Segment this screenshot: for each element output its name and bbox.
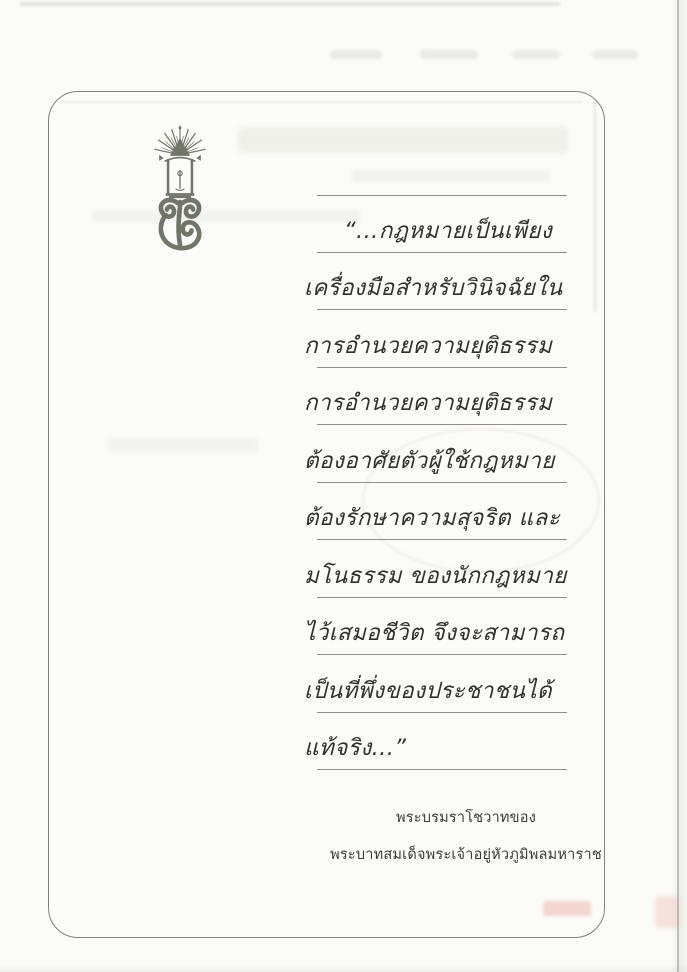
quote-line-text: ไว้เสมอชีวิต จึงจะสามารถ [304, 620, 565, 646]
scan-page-edge-line [677, 0, 679, 972]
bleedthrough-artifact [330, 50, 382, 59]
quote-line-row [300, 310, 576, 368]
quote-line-row [300, 425, 576, 483]
quote-block [300, 195, 576, 770]
page-number-bleedthrough [655, 896, 679, 928]
scan-edge-streak [20, 2, 560, 6]
page-number-bleedthrough [543, 901, 591, 916]
quote-line-text: เป็นที่พึ่งของประชาชนได้ [304, 677, 553, 704]
scan-edge-shading [671, 0, 687, 972]
bleedthrough-artifact [512, 50, 560, 59]
quote-line-row [300, 368, 576, 426]
quote-line-text: ต้องรักษาความสุจริต และ [304, 505, 561, 531]
bleedthrough-artifact [592, 50, 638, 59]
bleedthrough-artifact [62, 101, 582, 103]
quote-line-row [300, 195, 576, 253]
bleedthrough-artifact [594, 102, 596, 312]
bleedthrough-artifact [238, 127, 568, 153]
quote-line-row [300, 713, 576, 771]
attribution-line-2: พระบาทสมเด็จพระเจ้าอยู่หัวภูมิพลมหาราช [330, 847, 602, 863]
quote-line-text: การอำนวยความยุติธรรม [304, 332, 553, 359]
bleedthrough-artifact [352, 170, 550, 182]
quote-line-row [300, 540, 576, 598]
quote-line-text: มโนธรรม ของนักกฎหมาย [304, 562, 567, 589]
royal-cypher-icon [147, 123, 213, 260]
quote-line-text: “...กฎหมายเป็นเพียง [344, 217, 553, 244]
quote-line-row [300, 483, 576, 541]
bleedthrough-artifact [420, 50, 478, 59]
scan-bottom-shadow [0, 964, 687, 972]
attribution-line-1: พระบรมราโชวาทของ [396, 810, 536, 826]
quote-line-row [300, 655, 576, 713]
ruled-line [317, 769, 567, 770]
bleedthrough-artifact [108, 438, 258, 452]
quote-line-text: ต้องอาศัยตัวผู้ใช้กฎหมาย [304, 447, 555, 474]
quote-line-text: แท้จริง...” [304, 735, 407, 761]
quote-line-text: เครื่องมือสำหรับวินิจฉัยใน [304, 275, 563, 301]
quote-line-text: การอำนวยความยุติธรรม [304, 390, 553, 416]
quote-line-row [300, 253, 576, 311]
quote-line-row [300, 598, 576, 656]
